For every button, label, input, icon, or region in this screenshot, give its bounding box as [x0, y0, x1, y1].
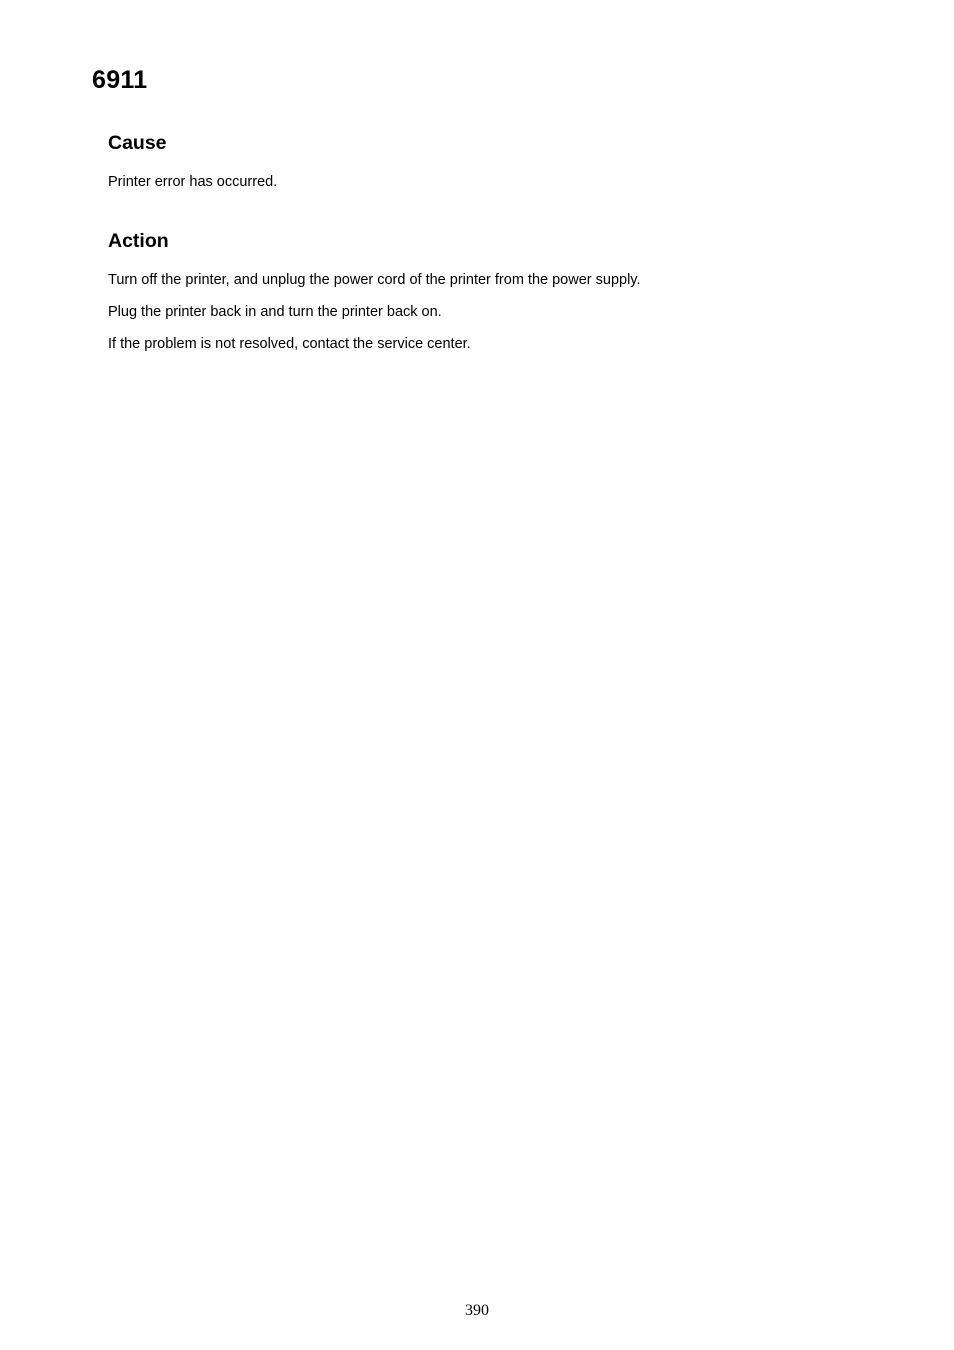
section-action [108, 230, 894, 354]
action-paragraph-2: Plug the printer back in and turn the printer back on. [108, 304, 442, 320]
page-footer [0, 1301, 954, 1320]
action-paragraph-1: Turn off the printer, and unplug the power cord of the printer from the power supply. [108, 272, 641, 288]
section-heading-action: Action [108, 230, 169, 252]
page-number: 390 [465, 1302, 489, 1319]
section-cause [108, 132, 894, 192]
section-heading-cause: Cause [108, 132, 167, 154]
cause-paragraph: Printer error has occurred. [108, 174, 278, 190]
page-title: 6911 [92, 66, 148, 94]
action-paragraph-3: If the problem is not resolved, contact the service center. [108, 336, 471, 352]
